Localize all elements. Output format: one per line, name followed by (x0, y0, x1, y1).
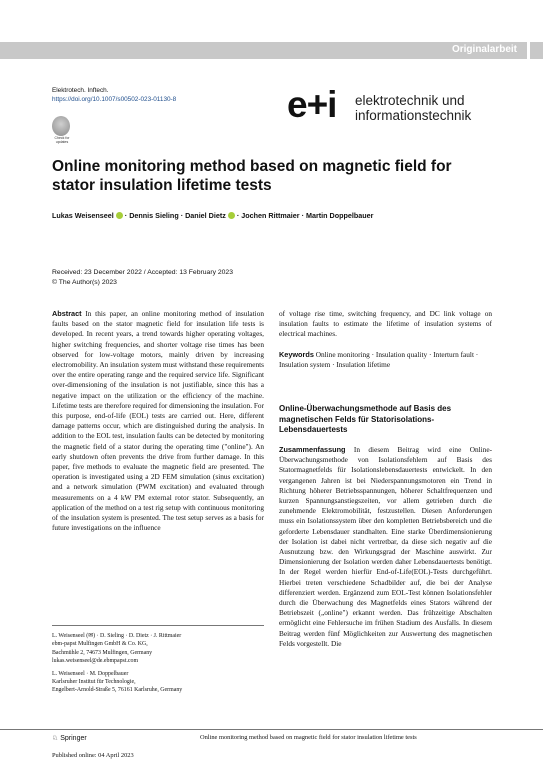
journal-brand (355, 93, 471, 123)
abstract-label: Abstract (52, 309, 82, 318)
email-link[interactable]: lukas.weisenseel@de.ebmpapst.com (52, 658, 139, 665)
journal-name: Elektrotech. Inftech. (52, 87, 109, 94)
affiliation-line: ebm-papst Mulfingen GmbH & Co. KG, (52, 641, 148, 648)
zusammenfassung-text: In diesem Beitrag wird eine Online-Überwachungsmethode von Isolationsfehlern auf Basis des Statormagnetfelds für Isolationslebensdauertests entwickelt. In den vergangenen Jahren ist bei Niederspannungsmotoren ein Trend in Richtung höherer Betriebsspannungen, höherer Schaltfrequenzen und kurzen Spannungsanstiegszeiten, vor allem getrieben durch die zunehmende Elektromobilität, festzustellen. Diesen Anforderungen muss ein Isolationssystem über den kompletten Betriebsbereich und die geforderte Lebensdauer standhalten. Eine starke Überdimensionierung der Isolation ist dabei nicht vertretbar, da diese sich negativ auf die Ausnutzung bzw. den Wirkungsgrad der Maschine auswirkt. Zur Dimensionierung der Isolation werden daher Lebensdauertests benötigt. In der Regel werden hierfür End-of-Life(EOL)-Tests durchgeführt. Hierbei treten verschiedene Schadbilder auf, die bei der Analyse differenziert werden. Ergänzend zum EOL-Test können Isolationsfehler durch die Überwachung des Magnetfelds eines Stators während der Betriebszeit („online") erkannt werden. Das frühzeitige Abschalten ermöglicht eine Fehlersuche im frühen Stadium des Ausfalls. In diesem Beitrag werden fünf Möglichkeiten zur Auswertung des magnetischen Felds vorgestellt. Die (279, 445, 493, 648)
check-for-updates-label: Check for updates (54, 136, 70, 144)
keywords-text: Online monitoring · Insulation quality · Interturn fault · Insulation system · Insulation lifetime (279, 349, 479, 369)
affiliation-divider (52, 625, 264, 626)
publisher-name: Springer (60, 735, 87, 742)
abstract-text: In this paper, an online monitoring method of insulation faults based on the stator magnetic field for insulation life tests is developed. In recent years, a trend towards higher operating voltages, higher switching frequencies, and shorter voltage rise times has been observed for low-voltage motors, mainly driven by increasing electromobility. An insulation system must withstand these requirements over the entire operating range and the required service life. Significant over-dimensioning of the insulation is not justifiable, since this has a negative impact on the utilization or the efficiency of the machine. Lifetime tests are therefore required for dimensioning the insulation. For this purpose, end-of-life (EOL) tests are carried out. Here, different damage patterns occur, which are distinguished during the analysis. In addition to the EOL test, insulation faults can be detected by monitoring the magnetic field of a stator during the operating time ("online"). An early shutdown often prevents the drive from further damage. In this paper, five methods to evaluate the magnetic field are presented. The operation is investigated using a 2D FEM simulation (sinus excitation) and a network simulation (PWM excitation) and evaluated through measurements on a 4 kW PM external rotor stator. Subsequently, an application of the method on a test rig setup with continuous monitoring of the insulation system is presented. The test setup serves as a basis for future investigations on the influence (52, 309, 264, 533)
check-for-updates-icon[interactable] (52, 116, 70, 136)
orcid-icon[interactable] (116, 212, 123, 219)
author[interactable]: Jochen Rittmaier (241, 211, 300, 220)
publisher (52, 734, 87, 742)
abstract-continued-column (279, 309, 492, 370)
published-online: Published online: 04 April 2023 (52, 752, 134, 759)
affiliation-line: L. Weisenseel · M. Doppelbauer (52, 670, 129, 677)
copyright: © The Author(s) 2023 (52, 278, 117, 286)
german-title: Online-Überwachungsmethode auf Basis des magnetischen Felds für Statorisolations-Lebensdauertests (279, 404, 452, 434)
orcid-icon[interactable] (228, 212, 235, 219)
section-label: Originalarbeit (451, 44, 517, 55)
author[interactable]: Lukas Weisenseel (52, 211, 114, 220)
footer-divider (0, 729, 543, 730)
article-title: Online monitoring method based on magnetic field for stator insulation lifetime tests (52, 158, 452, 194)
page-edge-tab (530, 42, 543, 59)
springer-icon: ♘ (52, 735, 59, 742)
abstract-continued: of voltage rise time, switching frequency, and DC link voltage on insulation faults to estimate the lifetime of insulation systems of electrical machines. (279, 309, 492, 339)
section-banner (0, 42, 527, 59)
keywords (279, 350, 492, 370)
keywords-label: Keywords (279, 349, 314, 359)
author[interactable]: Martin Doppelbauer (305, 211, 374, 220)
article-dates (52, 268, 233, 287)
author[interactable]: Dennis Sieling (129, 211, 179, 220)
brand-line-2: informationstechnik (355, 108, 472, 123)
author[interactable]: Daniel Dietz (185, 211, 226, 220)
affiliations (52, 632, 264, 695)
journal-info (52, 86, 176, 104)
affiliation-line: Bachmühle 2, 74673 Mulfingen, Germany (52, 649, 153, 656)
author-list: Lukas Weisenseel · Dennis Sieling · Daniel Dietz · Jochen Rittmaier · Martin Doppelbauer (52, 211, 374, 220)
running-title: Online monitoring method based on magnetic field for stator insulation lifetime tests (200, 734, 417, 741)
received-accepted: Received: 23 December 2022 / Accepted: 13 February 2023 (52, 269, 233, 276)
abstract (52, 309, 264, 533)
doi-link[interactable]: https://doi.org/10.1007/s00502-023-01130-8 (52, 96, 177, 103)
zusammenfassung (279, 445, 492, 649)
zusammenfassung-label: Zusammenfassung (279, 445, 346, 454)
journal-logo: e+i (287, 84, 337, 125)
affiliation-line: L. Weisenseel (✉) · D. Sieling · D. Dietz · J. Rittmaier (52, 633, 182, 639)
affiliation-line: Engelbert-Arnold-Straße 5, 76161 Karlsruhe, Germany (52, 687, 183, 694)
brand-line-1: elektrotechnik und (355, 93, 465, 108)
affiliation-line: Karlsruher Institut für Technologie, (52, 679, 136, 686)
